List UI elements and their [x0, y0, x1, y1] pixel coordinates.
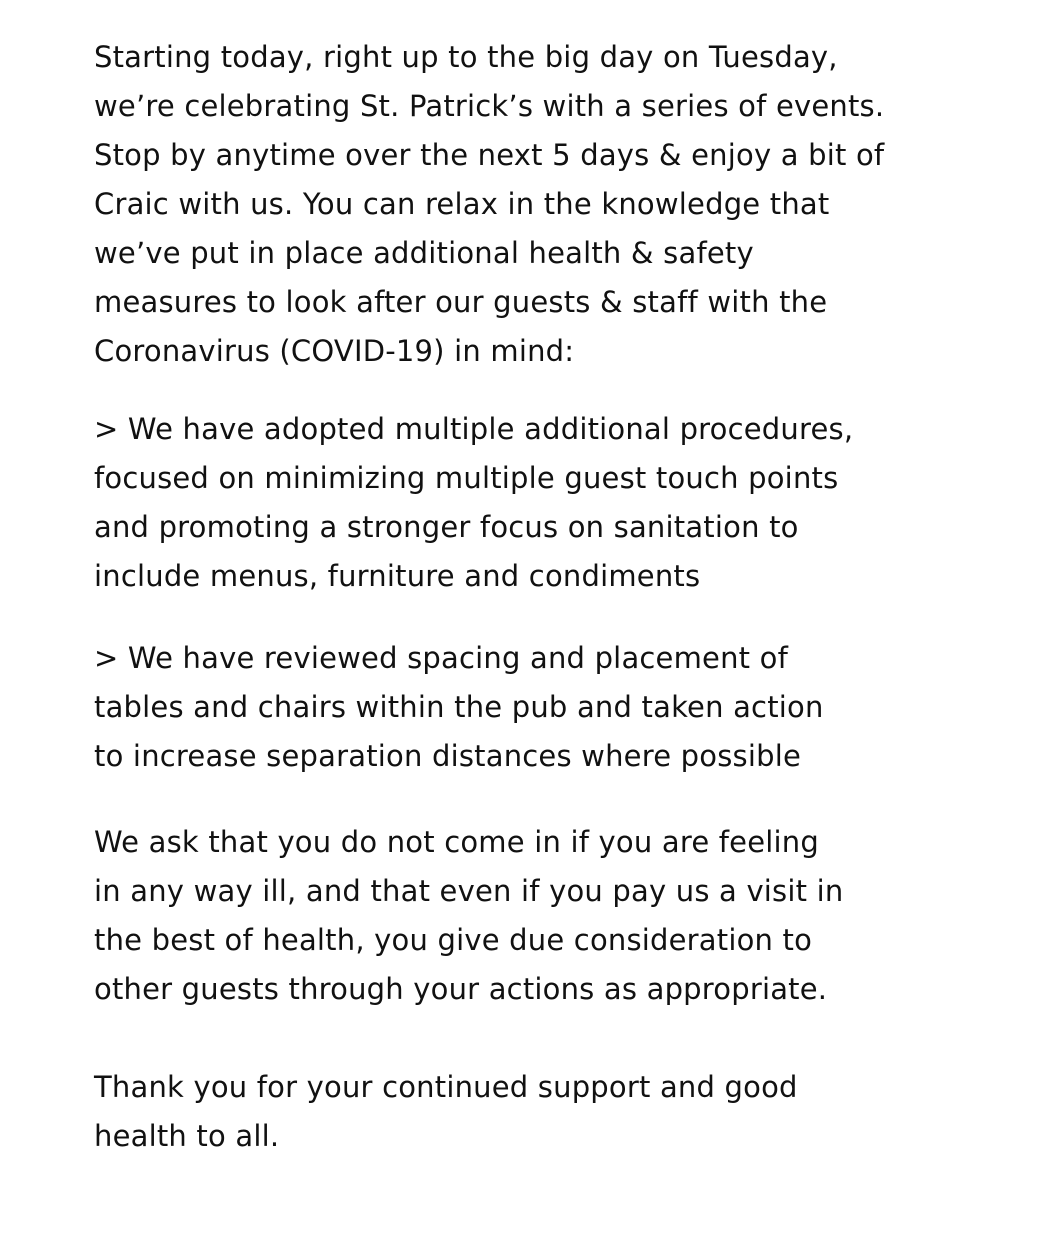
paragraph-line: tables and chairs within the pub and taken action: [94, 690, 824, 724]
paragraph-line: > We have reviewed spacing and placement of: [94, 641, 789, 675]
paragraph-line: and promoting a stronger focus on sanitation to: [94, 510, 799, 544]
intro-paragraph: [94, 33, 994, 376]
request-paragraph: [94, 818, 994, 1014]
paragraph-line: Thank you for your continued support and good: [94, 1070, 798, 1104]
covid-notice: [94, 33, 994, 1161]
closing-paragraph: [94, 1063, 994, 1161]
paragraph-line: focused on minimizing multiple guest touch points: [94, 461, 839, 495]
paragraph-line: Starting today, right up to the big day on Tuesday,: [94, 40, 838, 74]
paragraph-line: Coronavirus (COVID-19) in mind:: [94, 334, 575, 368]
spacing-paragraph: [94, 634, 994, 781]
paragraph-line: We ask that you do not come in if you are feeling: [94, 825, 819, 859]
paragraph-line: Craic with us. You can relax in the knowledge that: [94, 187, 830, 221]
paragraph-line: other guests through your actions as appropriate.: [94, 972, 828, 1006]
paragraph-line: > We have adopted multiple additional procedures,: [94, 412, 854, 446]
procedures-paragraph: [94, 405, 994, 601]
paragraph-line: Stop by anytime over the next 5 days & enjoy a bit of: [94, 138, 885, 172]
paragraph-line: to increase separation distances where possible: [94, 739, 801, 773]
paragraph-line: health to all.: [94, 1119, 280, 1153]
paragraph-line: we’ve put in place additional health & safety: [94, 236, 754, 270]
paragraph-line: include menus, furniture and condiments: [94, 559, 701, 593]
paragraph-line: measures to look after our guests & staff with the: [94, 285, 828, 319]
paragraph-line: in any way ill, and that even if you pay us a visit in: [94, 874, 844, 908]
paragraph-line: we’re celebrating St. Patrick’s with a series of events.: [94, 89, 885, 123]
paragraph-line: the best of health, you give due consideration to: [94, 923, 813, 957]
